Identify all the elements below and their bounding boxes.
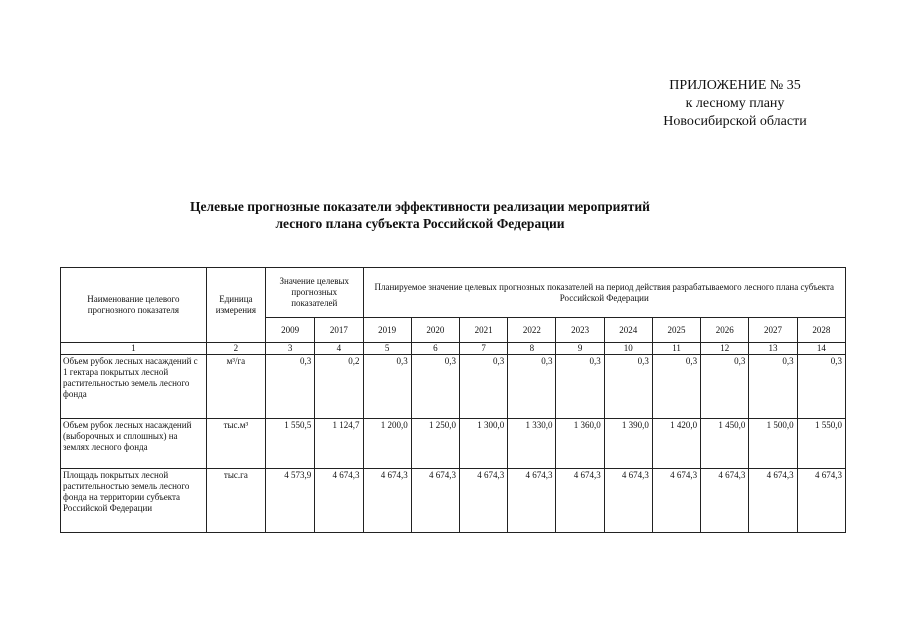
indicator-unit: м³/га bbox=[206, 355, 265, 419]
column-number: 10 bbox=[604, 343, 652, 355]
header-year: 2024 bbox=[604, 318, 652, 343]
indicator-value: 4 674,3 bbox=[411, 469, 459, 533]
indicator-value: 1 500,0 bbox=[749, 419, 797, 469]
header-year: 2017 bbox=[315, 318, 363, 343]
indicator-value: 0,3 bbox=[363, 355, 411, 419]
indicator-name: Площадь покрытых лесной растительностью земель лесного фонда на территории субъекта Российской Федерации bbox=[61, 469, 207, 533]
header-year: 2028 bbox=[797, 318, 845, 343]
header-year: 2026 bbox=[701, 318, 749, 343]
indicator-value: 4 674,3 bbox=[363, 469, 411, 533]
indicator-value: 0,3 bbox=[459, 355, 507, 419]
appendix-document: к лесному плану bbox=[685, 96, 785, 111]
header-year: 2009 bbox=[266, 318, 315, 343]
header-year: 2023 bbox=[556, 318, 604, 343]
column-number: 7 bbox=[459, 343, 507, 355]
document-title bbox=[120, 198, 720, 232]
title-line-2: лесного плана субъекта Российской Федерации bbox=[275, 216, 565, 231]
column-number: 3 bbox=[266, 343, 315, 355]
indicator-unit: тыс.м³ bbox=[206, 419, 265, 469]
header-year: 2025 bbox=[652, 318, 700, 343]
indicator-name: Объем рубок лесных насаждений с 1 гектара покрытых лесной растительностью земель лесного фонда bbox=[61, 355, 207, 419]
column-number: 13 bbox=[749, 343, 797, 355]
column-number: 8 bbox=[508, 343, 556, 355]
column-number: 2 bbox=[206, 343, 265, 355]
table-row bbox=[61, 419, 846, 469]
indicator-value: 0,3 bbox=[652, 355, 700, 419]
header-planned-values: Планируемое значение целевых прогнозных показателей на период действия разрабатываемого лесного плана субъекта Российской Федерации bbox=[363, 268, 845, 318]
indicator-value: 1 300,0 bbox=[459, 419, 507, 469]
indicator-value: 1 200,0 bbox=[363, 419, 411, 469]
indicator-name: Объем рубок лесных насаждений (выборочных и сплошных) на землях лесного фонда bbox=[61, 419, 207, 469]
indicator-value: 1 390,0 bbox=[604, 419, 652, 469]
indicator-value: 1 330,0 bbox=[508, 419, 556, 469]
title-line-1: Целевые прогнозные показатели эффективности реализации мероприятий bbox=[190, 199, 650, 214]
indicator-value: 1 124,7 bbox=[315, 419, 363, 469]
indicator-value: 1 450,0 bbox=[701, 419, 749, 469]
header-year: 2020 bbox=[411, 318, 459, 343]
indicator-value: 4 674,3 bbox=[749, 469, 797, 533]
header-year: 2022 bbox=[508, 318, 556, 343]
appendix-header bbox=[600, 77, 870, 131]
indicator-value: 4 674,3 bbox=[604, 469, 652, 533]
column-number: 5 bbox=[363, 343, 411, 355]
header-year: 2021 bbox=[459, 318, 507, 343]
table-row bbox=[61, 355, 846, 419]
column-numbers-row bbox=[61, 343, 846, 355]
indicators-table bbox=[60, 267, 846, 533]
indicator-value: 0,2 bbox=[315, 355, 363, 419]
column-number: 6 bbox=[411, 343, 459, 355]
appendix-number: ПРИЛОЖЕНИЕ № 35 bbox=[669, 78, 801, 93]
column-number: 11 bbox=[652, 343, 700, 355]
indicator-value: 0,3 bbox=[749, 355, 797, 419]
indicator-value: 1 550,0 bbox=[797, 419, 845, 469]
indicator-value: 1 420,0 bbox=[652, 419, 700, 469]
header-year: 2027 bbox=[749, 318, 797, 343]
indicator-value: 1 550,5 bbox=[266, 419, 315, 469]
indicator-value: 4 674,3 bbox=[556, 469, 604, 533]
indicator-value: 1 250,0 bbox=[411, 419, 459, 469]
column-number: 14 bbox=[797, 343, 845, 355]
appendix-region: Новосибирской области bbox=[663, 114, 807, 129]
indicator-value: 0,3 bbox=[797, 355, 845, 419]
indicator-value: 4 573,9 bbox=[266, 469, 315, 533]
header-year: 2019 bbox=[363, 318, 411, 343]
indicator-value: 1 360,0 bbox=[556, 419, 604, 469]
indicator-value: 4 674,3 bbox=[459, 469, 507, 533]
column-number: 1 bbox=[61, 343, 207, 355]
indicator-value: 0,3 bbox=[604, 355, 652, 419]
table-header-row bbox=[61, 268, 846, 318]
indicator-value: 0,3 bbox=[701, 355, 749, 419]
indicator-value: 4 674,3 bbox=[315, 469, 363, 533]
indicator-value: 0,3 bbox=[411, 355, 459, 419]
indicator-value: 4 674,3 bbox=[652, 469, 700, 533]
column-number: 9 bbox=[556, 343, 604, 355]
indicator-value: 0,3 bbox=[508, 355, 556, 419]
column-number: 12 bbox=[701, 343, 749, 355]
indicator-unit: тыс.га bbox=[206, 469, 265, 533]
indicator-value: 4 674,3 bbox=[701, 469, 749, 533]
indicator-value: 0,3 bbox=[266, 355, 315, 419]
indicator-value: 0,3 bbox=[556, 355, 604, 419]
table-row bbox=[61, 469, 846, 533]
column-number: 4 bbox=[315, 343, 363, 355]
header-indicator-name: Наименование целевого прогнозного показателя bbox=[61, 268, 207, 343]
header-unit: Единица измерения bbox=[206, 268, 265, 343]
indicator-value: 4 674,3 bbox=[797, 469, 845, 533]
header-target-values: Значение целевых прогнозных показателей bbox=[266, 268, 363, 318]
indicator-value: 4 674,3 bbox=[508, 469, 556, 533]
